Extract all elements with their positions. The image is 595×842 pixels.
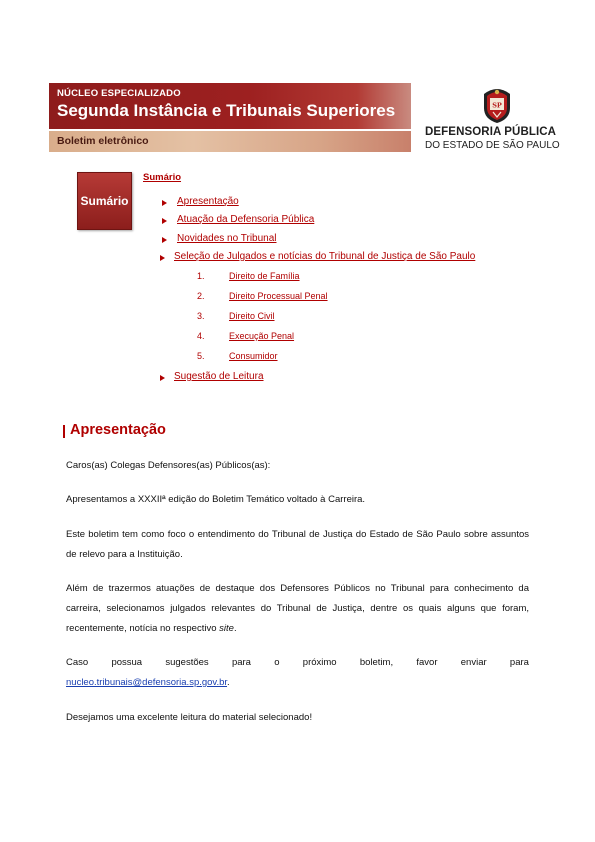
logo-text-line2: DO ESTADO DE SÃO PAULO — [425, 140, 560, 151]
word: boletim, — [359, 657, 394, 668]
toc-item-atuacao[interactable] — [177, 214, 314, 225]
toc-item-selecao[interactable] — [174, 251, 475, 262]
toc-subitem-consumidor[interactable]: Consumidor — [229, 351, 278, 361]
header-banner — [49, 83, 411, 152]
toc-subitem-processual-penal[interactable]: Direito Processual Penal — [229, 291, 328, 301]
paragraph-text: Além de trazermos atuações de destaque dos Defensores Públicos no Tribunal para conhecimento da carreira, selecionamos julgados relevantes do Tribunal de Justiça, dentre os quais alguns que foram, recentemente, notícia no respectivo — [66, 583, 529, 634]
toc-item-novidades[interactable] — [177, 233, 277, 244]
paragraph-suggestions — [66, 653, 529, 693]
paragraph-focus: Este boletim tem como foco o entendimento do Tribunal de Justiça do Estado de São Paulo sobre assuntos de relevo para a Instituição. — [66, 529, 529, 560]
toc-subitem-number: 4. — [197, 331, 205, 341]
toc-subitem-familia[interactable]: Direito de Família — [229, 271, 300, 281]
toc-subitem-number: 3. — [197, 311, 205, 321]
word: próximo — [302, 657, 337, 668]
paragraph-edition: Apresentamos a XXXIIª edição do Boletim Temático voltado à Carreira. — [66, 494, 366, 505]
banner-kicker: NÚCLEO ESPECIALIZADO — [57, 88, 181, 99]
summary-title[interactable]: Sumário — [143, 172, 182, 183]
word: favor — [416, 657, 438, 668]
word: o — [274, 657, 280, 668]
toc-subitem-civil[interactable]: Direito Civil — [229, 311, 275, 321]
paragraph-text-end: . — [233, 623, 237, 634]
banner-title: Segunda Instância e Tribunais Superiores — [57, 101, 396, 120]
word: para — [509, 657, 529, 668]
toc-subitem-number: 1. — [197, 271, 205, 281]
paragraph-italic: site — [219, 623, 234, 634]
paragraph-closing: Desejamos uma excelente leitura do material selecionado! — [66, 712, 313, 723]
paragraph-highlights — [66, 579, 529, 639]
toc-link[interactable]: Novidades no Tribunal — [177, 233, 277, 244]
word: Caso — [66, 657, 89, 668]
summary-box-label: Sumário — [80, 194, 129, 208]
section-marker — [63, 425, 65, 438]
word: possua — [111, 657, 143, 668]
section-title: Apresentação — [70, 422, 166, 438]
svg-text:SP: SP — [492, 101, 502, 110]
email-line-end: . — [227, 677, 230, 688]
email-line — [66, 673, 529, 693]
suggestion-line — [66, 653, 529, 673]
toc-bullet-icon — [160, 375, 165, 381]
toc-bullet-icon — [162, 237, 167, 243]
banner-bottom-band — [49, 131, 411, 152]
word: para — [231, 657, 251, 668]
toc-link[interactable]: Apresentação — [177, 196, 239, 207]
toc-bullet-icon — [162, 200, 167, 206]
defensoria-logo — [420, 86, 578, 156]
toc-link[interactable]: Atuação da Defensoria Pública — [177, 214, 315, 225]
toc-subitem-execucao-penal[interactable]: Execução Penal — [229, 331, 295, 341]
banner-subtitle: Boletim eletrônico — [57, 135, 149, 147]
logo-text-line1: DEFENSORIA PÚBLICA — [425, 126, 557, 138]
toc-subitem-number: 5. — [197, 351, 205, 361]
toc-link[interactable]: Sugestão de Leitura — [174, 371, 264, 382]
toc-link[interactable]: Seleção de Julgados e notícias do Tribunal de Justiça de São Paulo — [174, 251, 476, 262]
toc-item-sugestao[interactable] — [174, 371, 264, 382]
summary-box — [77, 172, 132, 230]
word: enviar — [460, 657, 487, 668]
paragraph-greeting: Caros(as) Colegas Defensores(as) Públicos(as): — [66, 460, 271, 471]
toc-bullet-icon — [160, 255, 165, 261]
toc-bullet-icon — [162, 218, 167, 224]
state-seal-icon — [480, 86, 514, 124]
word: sugestões — [165, 657, 209, 668]
email-link[interactable]: nucleo.tribunais@defensoria.sp.gov.br — [66, 677, 228, 688]
toc-subitem-number: 2. — [197, 291, 205, 301]
banner-top-band — [49, 83, 411, 129]
toc-item-apresentacao[interactable] — [177, 196, 239, 207]
